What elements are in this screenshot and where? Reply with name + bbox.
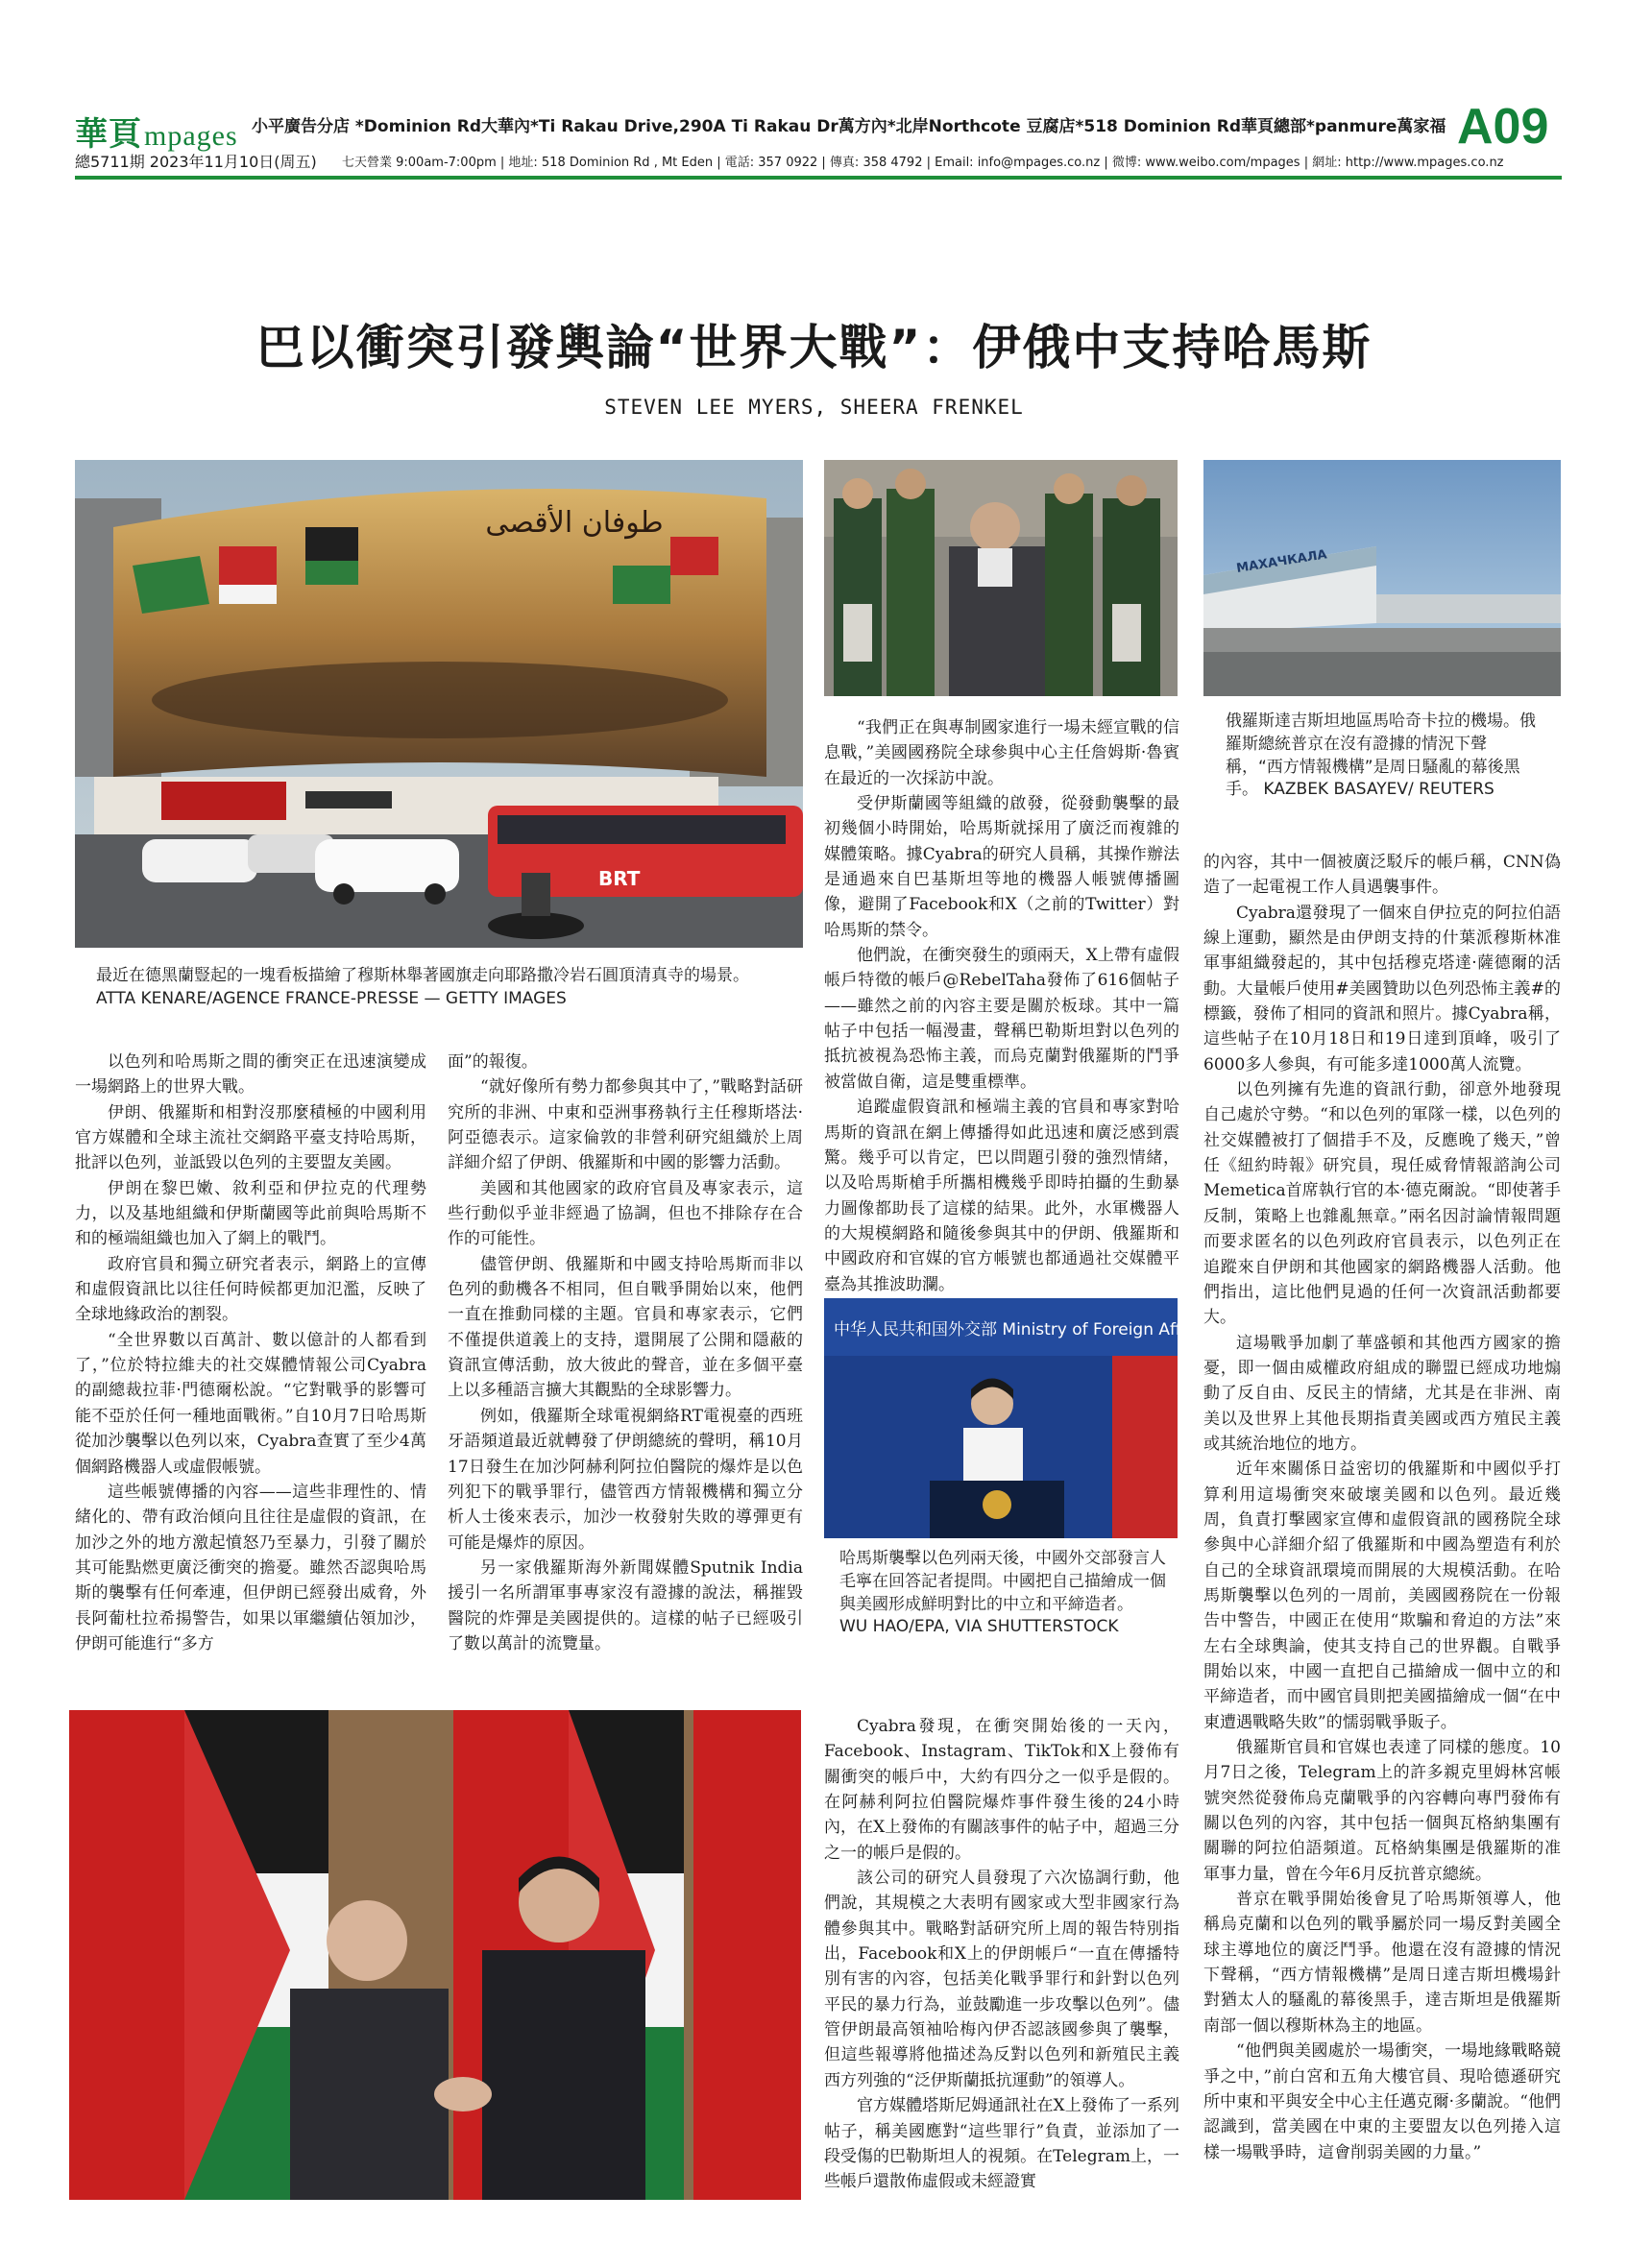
body-column-3-top xyxy=(824,715,1179,1294)
paragraph: 面”的報復。 xyxy=(448,1052,538,1072)
branch-list: 小平廣告分店 *Dominion Rd大華內*Ti Rakau Drive,290A Ti Rakau Dr萬方內*北岸Northcote 豆腐店*518 Dominion Rd華頁總部*panmure萬家福 xyxy=(252,117,1446,136)
logo-en: mpages xyxy=(144,120,238,152)
paragraph: “就好像所有勢力都參與其中了，”戰略對話研究所的非洲、中東和亞洲事務執行主任穆斯塔法·阿亞德表示。這家倫敦的非營利研究組織於上周詳細介紹了伊朗、俄羅斯和中國的影響力活動。 xyxy=(448,1077,803,1173)
paragraph: 伊朗在黎巴嫩、敘利亞和伊拉克的代理勢力，以及基地組織和伊斯蘭國等此前與哈馬斯不和的極端組織也加入了網上的戰鬥。 xyxy=(75,1178,426,1249)
paragraph: 近年來關係日益密切的俄羅斯和中國似乎打算利用這場衝突來破壞美國和以色列。最近幾周，負責打擊國家宣傳和虛假資訊的國務院全球參與中心詳細介紹了俄羅斯和中國為塑造有利於自己的全球資訊環境而開展的大規模活動。在哈馬斯襲擊以色列的一周前，美國國務院在一份報告中警告，中國正在使用“欺騙和脅迫的方法”來左右全球輿論，使其支持自己的世界觀。自戰爭開始以來，中國一直把自己描繪成一個中立的和平締造者，而中國官員則把美國描繪成一個“在中東遭遇戰略失敗”的懦弱戰爭販子。 xyxy=(1203,1460,1561,1732)
logo-cn: 華頁 xyxy=(75,115,142,154)
byline: STEVEN LEE MYERS, SHEERA FRENKEL xyxy=(604,396,1024,419)
paragraph: 伊朗、俄羅斯和相對沒那麼積極的中國利用官方媒體和全球主流社交網路平臺支持哈馬斯，批評以色列，並詆毀以色列的主要盟友美國。 xyxy=(75,1102,426,1173)
bus-sign: BRT xyxy=(598,867,641,890)
paragraph: 俄羅斯官員和官媒也表達了同樣的態度。10月7日之後，Telegram上的許多親克里姆林宮帳號突然從發佈烏克蘭戰爭的內容轉向專門發佈有關以色列的內容，其中包括一個與瓦格納集團有關聯的阿拉伯語頻道。瓦格納集團是俄羅斯的准軍事力量，曾在今年6月反抗普京總統。 xyxy=(1203,1738,1561,1884)
paragraph: 的內容，其中一個被廣泛駁斥的帳戶稱，CNN偽造了一起電視工作人員遇襲事件。 xyxy=(1203,853,1561,898)
masthead xyxy=(0,0,1628,182)
paragraph: 以色列擁有先進的資訊行動，卻意外地發現自己處於守勢。“和以色列的軍隊一樣，以色列的社交媒體被打了個措手不及，反應晚了幾天，”曾任《紐約時報》研究員，現任威脅情報諮詢公司Memetica首席執行官的本·德克爾說。“即使著手反制，策略上也雜亂無章。”兩名因討論情報問題而要求匿名的以色列政府官員表示，以色列正在追蹤來自伊朗和其他國家的網路機器人活動。他們指出，這比他們見過的任何一次資訊活動都要大。 xyxy=(1203,1080,1561,1328)
headline: 巴以衝突引發輿論“世界大戰”：伊俄中支持哈馬斯 xyxy=(255,320,1373,375)
paragraph: “我們正在與專制國家進行一場未經宣戰的信息戰，”美國國務院全球參與中心主任詹姆斯·魯賓在最近的一次採訪中說。 xyxy=(824,718,1179,788)
body-column-1 xyxy=(75,1050,426,1683)
page-number: A09 xyxy=(1457,99,1549,155)
guards-photo xyxy=(824,460,1178,696)
issue-date: 總5711期 2023年11月10日(周五) xyxy=(75,153,317,171)
body-column-3-bottom xyxy=(824,1714,1179,2213)
paragraph: Cyabra發現，在衝突開始後的一天內，Facebook、Instagram、TikTok和X上發佈有關衝突的帳戶中，大約有四分之一似乎是假的。在阿赫利阿拉伯醫院爆炸事件發生後的24小時內，在X上發佈的有關該事件的帖子中，超過三分之一的帳戶是假的。 xyxy=(824,1717,1179,1863)
body-column-4 xyxy=(1203,850,1561,2213)
billboard-photo xyxy=(75,460,803,948)
paragraph: “他們與美國處於一場衝突，一場地緣戰略競爭之中，”前白宮和五角大樓官員、現哈德遜研究所中東和平與安全中心主任邁克爾·多蘭說。“他們認識到，當美國在中東的主要盟友以色列捲入這樣一場戰爭時，這會削弱美國的力量。” xyxy=(1203,2041,1561,2162)
paragraph: 這些帳號傳播的內容——這些非理性的、情緒化的、帶有政治傾向且往往是虛假的資訊，在加沙之外的地方激起憤怒乃至暴力，引發了關於其可能點燃更廣泛衝突的擔憂。雖然否認與哈馬斯的襲擊有任何牽連，但伊朗已經發出威脅，外長阿葡杜拉希揚警告，如果以軍繼續佔領加沙，伊朗可能進行“多方 xyxy=(75,1482,426,1653)
ministry-banner: 中华人民共和国外交部 Ministry of Foreign Affairs xyxy=(834,1320,1211,1339)
mpages-logo xyxy=(75,108,238,155)
paragraph: 美國和其他國家的政府官員及專家表示，這些行動似乎並非經過了協調，但也不排除存在合作的可能性。 xyxy=(448,1178,803,1249)
spokesperson-caption: 哈馬斯襲擊以色列兩天後，中國外交部發言人毛寧在回答記者提問。中國把自己描繪成一個與美國形成鮮明對比的中立和平締造者。 WU HAO/EPA, VIA SHUTTERSTOCK xyxy=(839,1549,1166,1637)
paragraph: “全世界數以百萬計、數以億計的人都看到了，”位於特拉維夫的社交媒體情報公司Cyabra的副總裁拉菲·門德爾松說。“它對戰爭的影響可能不亞於任何一種地面戰術。”自10月7日哈馬斯從加沙襲擊以色列以來，Cyabra查實了至少4萬個網路機器人或虛假帳號。 xyxy=(75,1330,426,1477)
flags-photo xyxy=(69,1710,801,2200)
billboard-caption: 最近在德黑蘭豎起的一塊看板描繪了穆斯林舉著國旗走向耶路撒冷岩石圓頂清真寺的場景。 ATTA KENARE/AGENCE FRANCE-PRESSE — GETTY IMAGES xyxy=(96,966,749,1008)
paragraph: 儘管伊朗、俄羅斯和中國支持哈馬斯而非以色列的動機各不相同，但自戰爭開始以來，他們一直在推動同樣的主題。官員和專家表示，它們不僅提供道義上的支持，還開展了公開和隱蔽的資訊宣傳活動，放大彼此的聲音，並在多個平臺上以多種語言擴大其觀點的全球影響力。 xyxy=(448,1254,803,1401)
paragraph: 該公司的研究人員發現了六次協調行動，他們說，其規模之大表明有國家或大型非國家行為體參與其中。戰略對話研究所上周的報告特別指出，Facebook和X上的伊朗帳戶“一直在傳播特別有害的內容，包括美化戰爭罪行和針對以色列平民的暴力行為，並鼓勵進一步攻擊以色列”。儘管伊朗最高領袖哈梅內伊否認該國參與了襲擊，但這些報導將他描述為反對以色列和新殖民主義西方列強的“泛伊斯蘭抵抗運動”的領導人。 xyxy=(824,1869,1179,2090)
body-column-2 xyxy=(448,1050,803,1683)
paragraph: 普京在戰爭開始後會見了哈馬斯領導人，他稱烏克蘭和以色列的戰爭屬於同一場反對美國全球主導地位的廣泛鬥爭。他還在沒有證據的情況下聲稱，“西方情報機構”是周日達吉斯坦機場針對猶太人的騷亂的幕後黑手，達吉斯坦是俄羅斯南部一個以穆斯林為主的地區。 xyxy=(1203,1890,1561,2036)
billboard-script: طوفان الأقصى xyxy=(485,506,664,540)
paragraph: 這場戰爭加劇了華盛頓和其他西方國家的擔憂，即一個由威權政府組成的聯盟已經成功地煽動了反自由、反民主的情緒，尤其是在非洲、南美以及世界上其他長期指責美國或西方殖民主義或其統治地位的地方。 xyxy=(1203,1333,1561,1454)
masthead-rule xyxy=(75,176,1562,180)
airport-photo xyxy=(1203,460,1561,696)
contact-line: 七天營業 9:00am-7:00pm | 地址: 518 Dominion Rd , Mt Eden | 電話: 357 0922 | 傳真: 358 4792 | Email: info@mpages.co.nz | 微博: www.weibo.com/mpages | 網址: http://www.mpages.co.nz xyxy=(342,156,1504,170)
paragraph: 政府官員和獨立研究者表示，網路上的宣傳和虛假資訊比以往任何時候都更加氾濫，反映了全球地緣政治的割裂。 xyxy=(75,1254,426,1325)
paragraph: 官方媒體塔斯尼姆通訊社在X上發佈了一系列帖子，稱美國應對“這些罪行”負責，並添加了一段受傷的巴勒斯坦人的視頻。在Telegram上，一些帳戶還散佈虛假或未經證實 xyxy=(824,2096,1179,2192)
paragraph: 以色列和哈馬斯之間的衝突正在迅速演變成一場網路上的世界大戰。 xyxy=(75,1052,426,1098)
paragraph: 例如，俄羅斯全球電視網絡RT電視臺的西班牙語頻道最近就轉發了伊朗總統的聲明，稱10月17日發生在加沙阿赫利阿拉伯醫院的爆炸是以色列犯下的戰爭罪行，儘管西方情報機構和獨立分析人士後來表示，加沙一枚發射失敗的導彈更有可能是爆炸的原因。 xyxy=(448,1406,803,1553)
airport-sign: МАХАЧКАЛА xyxy=(1235,547,1328,576)
paragraph: 受伊斯蘭國等組織的啟發，從發動襲擊的最初幾個小時開始，哈馬斯就採用了廣泛而複雜的媒體策略。據Cyabra的研究人員稱，其操作辦法是通過來自巴基斯坦等地的機器人帳號傳播圖像，避開了Facebook和X（之前的Twitter）對哈馬斯的禁令。 xyxy=(824,794,1179,940)
paragraph: 他們說，在衝突發生的頭兩天，X上帶有虛假帳戶特徵的帳戶@RebelTaha發佈了616個帖子——雖然之前的內容主要是關於板球。其中一篇帖子中包括一幅漫畫，聲稱巴勒斯坦對以色列的抵抗被視為恐怖主義，而烏克蘭對俄羅斯的鬥爭被當做自衛，這是雙重標準。 xyxy=(824,946,1179,1092)
paragraph: 追蹤虛假資訊和極端主義的官員和專家對哈馬斯的資訊在網上傳播得如此迅速和廣泛感到震驚。幾乎可以肯定，巴以問題引發的強烈情緒，以及哈馬斯槍手所攜相機幾乎即時拍攝的生動暴力圖像都助長了這樣的結果。此外，水軍機器人的大規模網路和隨後參與其中的伊朗、俄羅斯和中國政府和官媒的官方帳號也都通過社交媒體平臺為其推波助瀾。 xyxy=(824,1098,1179,1294)
paragraph: Cyabra還發現了一個來自伊拉克的阿拉伯語線上運動，顯然是由伊朗支持的什葉派穆斯林准軍事組織發起的，其中包括穆克塔達·薩德爾的活動。大量帳戶使用#美國贊助以色列恐怖主義#的標籤，發佈了相同的資訊和照片。據Cyabra稱，這些帖子在10月18日和19日達到頂峰，吸引了6000多人參與，有可能多達1000萬人流覽。 xyxy=(1203,903,1561,1074)
airport-caption: 俄羅斯達吉斯坦地區馬哈奇卡拉的機場。俄羅斯總統普京在沒有證據的情況下聲稱，“西方情報機構”是周日騷亂的幕後黑手。 KAZBEK BASAYEV/ REUTERS xyxy=(1226,712,1536,800)
spokesperson-photo xyxy=(824,1298,1211,1538)
paragraph: 另一家俄羅斯海外新聞媒體Sputnik India援引一名所謂軍事專家沒有證據的說法，稱摧毀醫院的炸彈是美國提供的。這樣的帖子已經吸引了數以萬計的流覽量。 xyxy=(448,1557,803,1653)
